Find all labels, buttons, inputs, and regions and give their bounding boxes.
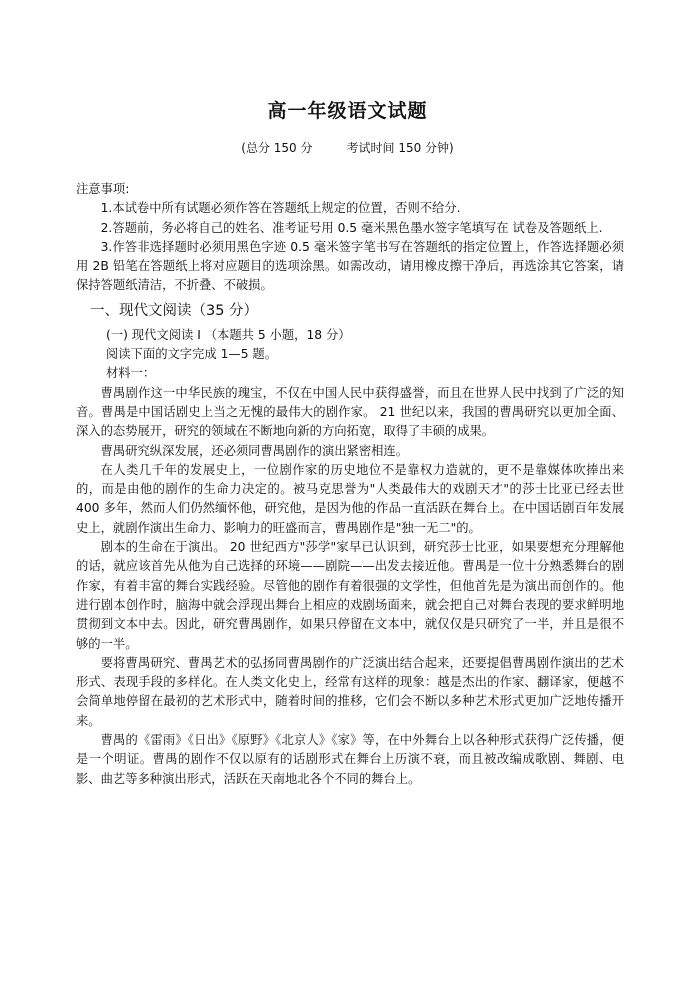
passage-paragraph: 曹禺的《雷雨》《日出》《原野》《北京人》《家》等，在中外舞台上以各种形式获得广泛传播，便是一个明证。曹禺的剧作不仅以原有的话剧形式在舞台上历演不衰，而且被改编成歌剧、舞剧、电影、曲艺等多种演出形式，活跃在天南地北各个不同的舞台上。 — [76, 733, 624, 786]
passage-paragraph: 曹禺研究纵深发展，还必须同曹禺剧作的演出紧密相连。 — [100, 443, 409, 458]
passage-paragraph: 在人类几千年的发展史上，一位剧作家的历史地位不是靠权力造就的，更不是靠媒体吹捧出来的，而是由他的剧作的生命力决定的。被马克思誉为"人类最伟大的戏剧天才"的莎士比亚已经去世 400 多年，然而人们仍然缅怀他，研究他，是因为他的作品一直活跃在舞台上。在中国话剧百年发展史上，就剧作演出生命力、影响力的旺盛而言，曹禺剧作是"独一无二"的。 — [76, 462, 624, 535]
note-item: 3.作答非选择题时必须用黑色字迹 0.5 毫米签字笔书写在答题纸的指定位置上，作答选择题必须用 2B 铅笔在答题纸上将对应题目的选项涂黑。如需改动，请用橡皮擦干净后，再选涂其它答案，请保持答题纸清洁，不折叠、不破损。 — [76, 239, 624, 293]
passage-paragraph: 要将曹禺研究、曹禺艺术的弘扬同曹禺剧作的广泛演出结合起来，还要提倡曹禺剧作演出的艺术形式、表现手段的多样化。在人类文化史上，经常有这样的现象：越是杰出的作家、翻译家，便越不会简单地停留在最初的艺术形式中，随着时间的推移，它们会不断以多种艺术形式更加广泛地传播开来。 — [76, 655, 624, 728]
exam-time: 考试时间 150 分钟) — [346, 141, 454, 155]
content-body — [76, 180, 624, 789]
note-item: 2.答题前，务必将自己的姓名、准考证号用 0.5 毫米黑色墨水签字笔填写在 试卷及答题纸上. — [100, 220, 603, 235]
page-title: 高一年级语文试题 — [267, 100, 428, 122]
notes-heading: 注意事项: — [76, 182, 130, 196]
exam-info — [0, 139, 695, 156]
sub-section-heading: (一) 现代文阅读 Ⅰ （本题共 5 小题，18 分） — [106, 327, 351, 342]
material-label: 材料一： — [106, 366, 156, 381]
reading-instruction: 阅读下面的文字完成 1—5 题。 — [106, 347, 278, 362]
section-heading: 一、现代文阅读（35 分） — [90, 302, 259, 319]
total-score: (总分 150 分 — [241, 141, 313, 155]
note-item: 1.本试卷中所有试题必须作答在答题纸上规定的位置，否则不给分. — [100, 201, 461, 216]
passage-paragraph: 曹禺剧作这一中华民族的瑰宝，不仅在中国人民中获得盛誉，而且在世界人民中找到了广泛的知音。曹禺是中国话剧史上当之无愧的最伟大的剧作家。 21 世纪以来，我国的曹禺研究以更加全面、深入的态势展开，研究的领域在不断地向新的方向拓宽，取得了丰硕的成果。 — [76, 385, 624, 439]
passage-paragraph: 剧本的生命在于演出。 20 世纪西方"莎学"家早已认识到，研究莎士比亚，如果要想充分理解他的话，就应该首先从他为自己选择的环境——剧院——出发去接近他。曹禺是一位十分熟悉舞台的剧作家，有着丰富的舞台实践经验。尽管他的剧作有着很强的文学性，但他首先是为演出而创作的。他进行剧本创作时，脑海中就会浮现出舞台上相应的戏剧场面来，就会把自己对舞台表现的要求鲜明地贯彻到文本中去。因此，研究曹禺剧作，如果只停留在文本中，就仅仅是只研究了一半，并且是很不够的一半。 — [76, 540, 624, 651]
